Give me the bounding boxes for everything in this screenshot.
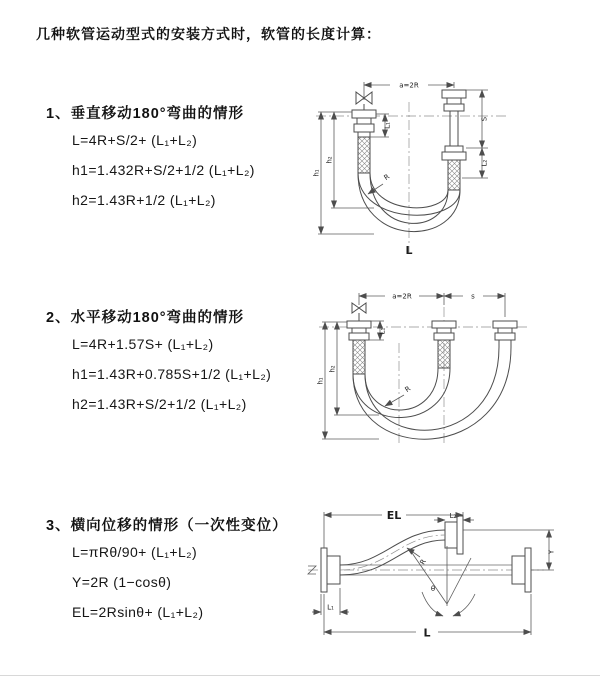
- braided-hose-section: [438, 340, 450, 368]
- section-2-formulas: [72, 337, 271, 412]
- s-curve-hose: [340, 530, 445, 575]
- section-2-heading: 2、水平移动180°弯曲的情形: [46, 310, 245, 326]
- centerlines: [316, 102, 506, 252]
- formula-line: h2=1.43R+S/2+1/2 (L₁+L₂): [72, 396, 247, 412]
- dim-label-el: EL: [386, 509, 402, 522]
- dim-label-length: L: [423, 626, 431, 640]
- formula-line: Y=2R (1−cosθ): [72, 574, 172, 590]
- section-vertical-bend: [46, 102, 255, 223]
- formula-line: h2=1.43R+1/2 (L₁+L₂): [72, 192, 216, 208]
- dim-label-y: Y: [547, 549, 556, 555]
- radius-label: R: [382, 172, 392, 183]
- dimension-s-offset: [444, 293, 505, 301]
- dim-label-h1: h₁: [312, 169, 321, 177]
- dimension-l2: [434, 512, 474, 520]
- dim-label-length: L: [405, 244, 413, 256]
- section-lateral-displacement: [46, 514, 288, 635]
- braided-hose-section: [353, 340, 365, 374]
- section-1-heading: 1、垂直移动180°弯曲的情形: [46, 106, 245, 122]
- dim-label-a2r: a=2R: [399, 81, 419, 90]
- dimension-y: [463, 530, 556, 570]
- radius-label: R: [418, 557, 428, 567]
- diagram-horizontal-180-bend: [315, 285, 550, 450]
- diagram-vertical-180-bend: [312, 76, 524, 256]
- dim-label-l2: L₂: [449, 512, 457, 520]
- dim-label-h1: h₁: [316, 377, 325, 385]
- dim-label-l1: L₁: [383, 122, 392, 129]
- section-3-formulas: [72, 545, 288, 620]
- braided-hose-section: [358, 137, 370, 173]
- section-horizontal-bend: [46, 306, 271, 427]
- section-1-formulas: [72, 133, 255, 208]
- radius-label: R: [403, 384, 413, 395]
- formula-line: L=4R+1.57S+ (L₁+L₂): [72, 336, 214, 352]
- right-hose-fitting-displaced: [493, 321, 517, 347]
- formula-line: L=πRθ/90+ (L₁+L₂): [72, 544, 198, 560]
- radius-leader: [385, 385, 412, 406]
- dimension-s: [466, 90, 489, 148]
- dim-label-s: S: [480, 116, 489, 122]
- formula-line: h1=1.43R+0.785S+1/2 (L₁+L₂): [72, 366, 272, 382]
- dimension-h1: [317, 322, 380, 439]
- valve-icon: [352, 303, 366, 321]
- dim-label-l1: L₁: [327, 603, 334, 612]
- section-3-heading: 3、横向位移的情形（一次性变位）: [46, 518, 288, 534]
- page-title: 几种软管运动型式的安装方式时，软管的长度计算：: [36, 26, 381, 42]
- right-hose-fitting: [442, 90, 466, 190]
- middle-hose-fitting: [432, 321, 456, 368]
- formula-line: L=4R+S/2+ (L₁+L₂): [72, 132, 198, 148]
- diagram-lateral-displacement: [306, 506, 564, 646]
- left-flange: [321, 548, 340, 592]
- dimension-length: [324, 594, 531, 640]
- dim-label-h2: h₂: [325, 156, 334, 164]
- left-hose-fitting: [347, 321, 371, 374]
- dim-label-l1: L₁: [378, 327, 387, 335]
- u-bend-hose: [353, 347, 511, 439]
- formula-line: h1=1.432R+S/2+1/2 (L₁+L₂): [72, 162, 255, 178]
- dim-label-s: s: [471, 292, 475, 301]
- dimension-a-2r: [364, 82, 454, 101]
- left-hose-fitting: [352, 110, 376, 173]
- dim-label-l2: L₂: [480, 159, 489, 167]
- braided-hose-section: [448, 160, 460, 190]
- angle-label: θ: [430, 585, 436, 593]
- right-flange-displaced: [445, 516, 463, 554]
- dim-label-h2: h₂: [328, 365, 337, 373]
- formula-line: EL=2Rsinθ+ (L₁+L₂): [72, 604, 204, 620]
- dim-label-a2r: a=2R: [392, 292, 412, 301]
- dimension-el: [324, 509, 463, 548]
- right-flange-original: [512, 548, 531, 592]
- dimension-l1: [312, 588, 349, 615]
